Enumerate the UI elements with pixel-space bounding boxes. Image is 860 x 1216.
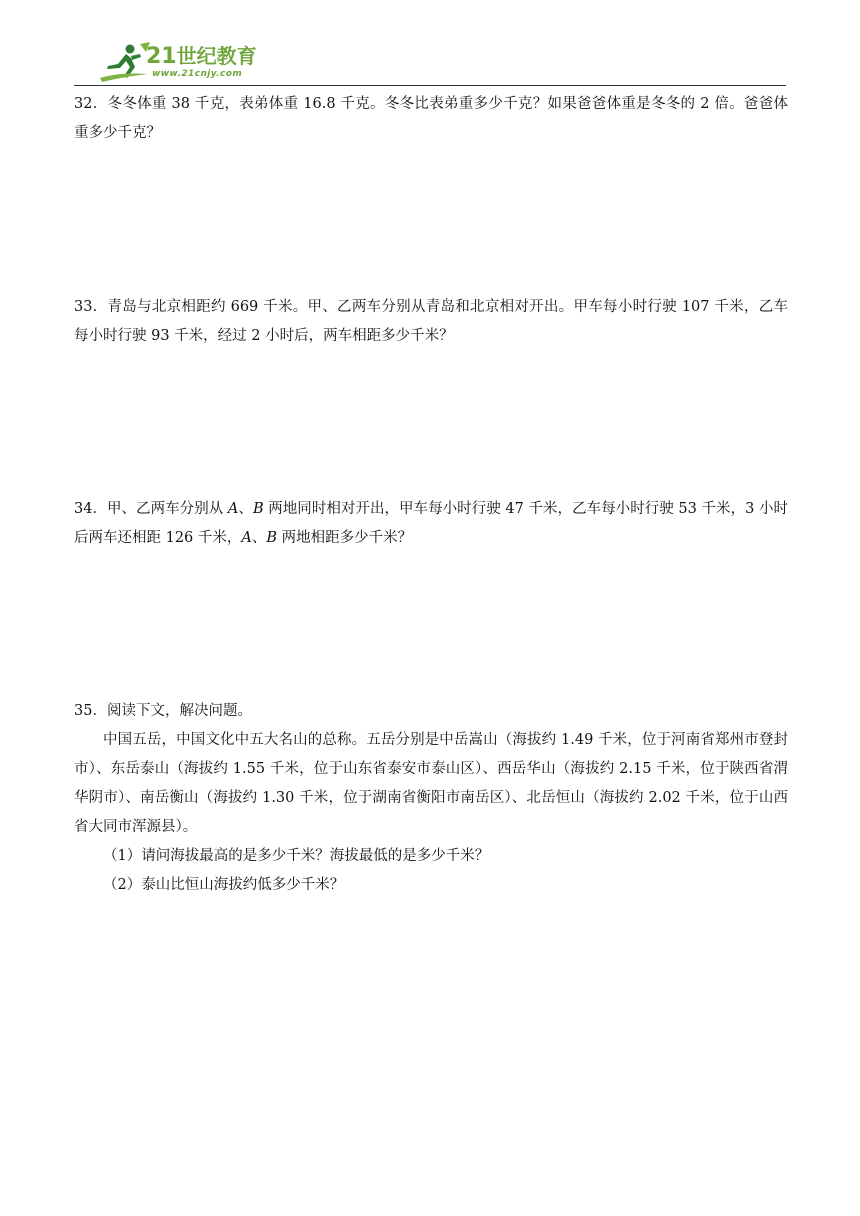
page-header <box>74 38 786 86</box>
problem-32-text: 32．冬冬体重 38 千克，表弟体重 16.8 千克。冬冬比表弟重多少千克？如果爸爸体重是冬冬的 2 倍。爸爸体重多少千克？ <box>74 96 788 141</box>
site-logo <box>96 40 266 84</box>
problem-32 <box>74 90 788 148</box>
logo-url: www.21cnjy.com <box>152 69 243 79</box>
problem-35-question-2: （2）泰山比恒山海拔约低多少千米？ <box>103 877 345 893</box>
problem-35 <box>74 697 788 900</box>
problem-34 <box>74 495 788 553</box>
problem-35-passage: 中国五岳，中国文化中五大名山的总称。五岳分别是中岳嵩山（海拔约 1.49 千米，位于河南省郑州市登封市）、东岳泰山（海拔约 1.55 千米，位于山东省泰安市泰山区）、西岳华山（海拔约 2.15 千米，位于陕西省渭华阴市）、南岳衡山（海拔约 1.30 千米，位于湖南省衡阳市南岳区）、北岳恒山（海拔约 2.02 千米，位于山西省大同市浑源县）。 <box>74 732 788 835</box>
problem-33-text: 33．青岛与北京相距约 669 千米。甲、乙两车分别从青岛和北京相对开出。甲车每小时行驶 107 千米，乙车每小时行驶 93 千米，经过 2 小时后，两车相距多少千米？ <box>74 299 788 344</box>
problem-35-question-1: （1）请问海拔最高的是多少千米？海拔最低的是多少千米？ <box>103 848 490 864</box>
header-divider <box>74 85 786 86</box>
problem-35-title: 35．阅读下文，解决问题。 <box>74 703 252 719</box>
problem-34-text: 34．甲、乙两车分别从 A、B 两地同时相对开出，甲车每小时行驶 47 千米，乙车每小时行驶 53 千米，3 小时后两车还相距 126 千米，A、B 两地相距多少千米？ <box>74 501 789 546</box>
logo-wordmark: 21世纪教育 <box>146 44 257 69</box>
problem-33 <box>74 293 788 351</box>
